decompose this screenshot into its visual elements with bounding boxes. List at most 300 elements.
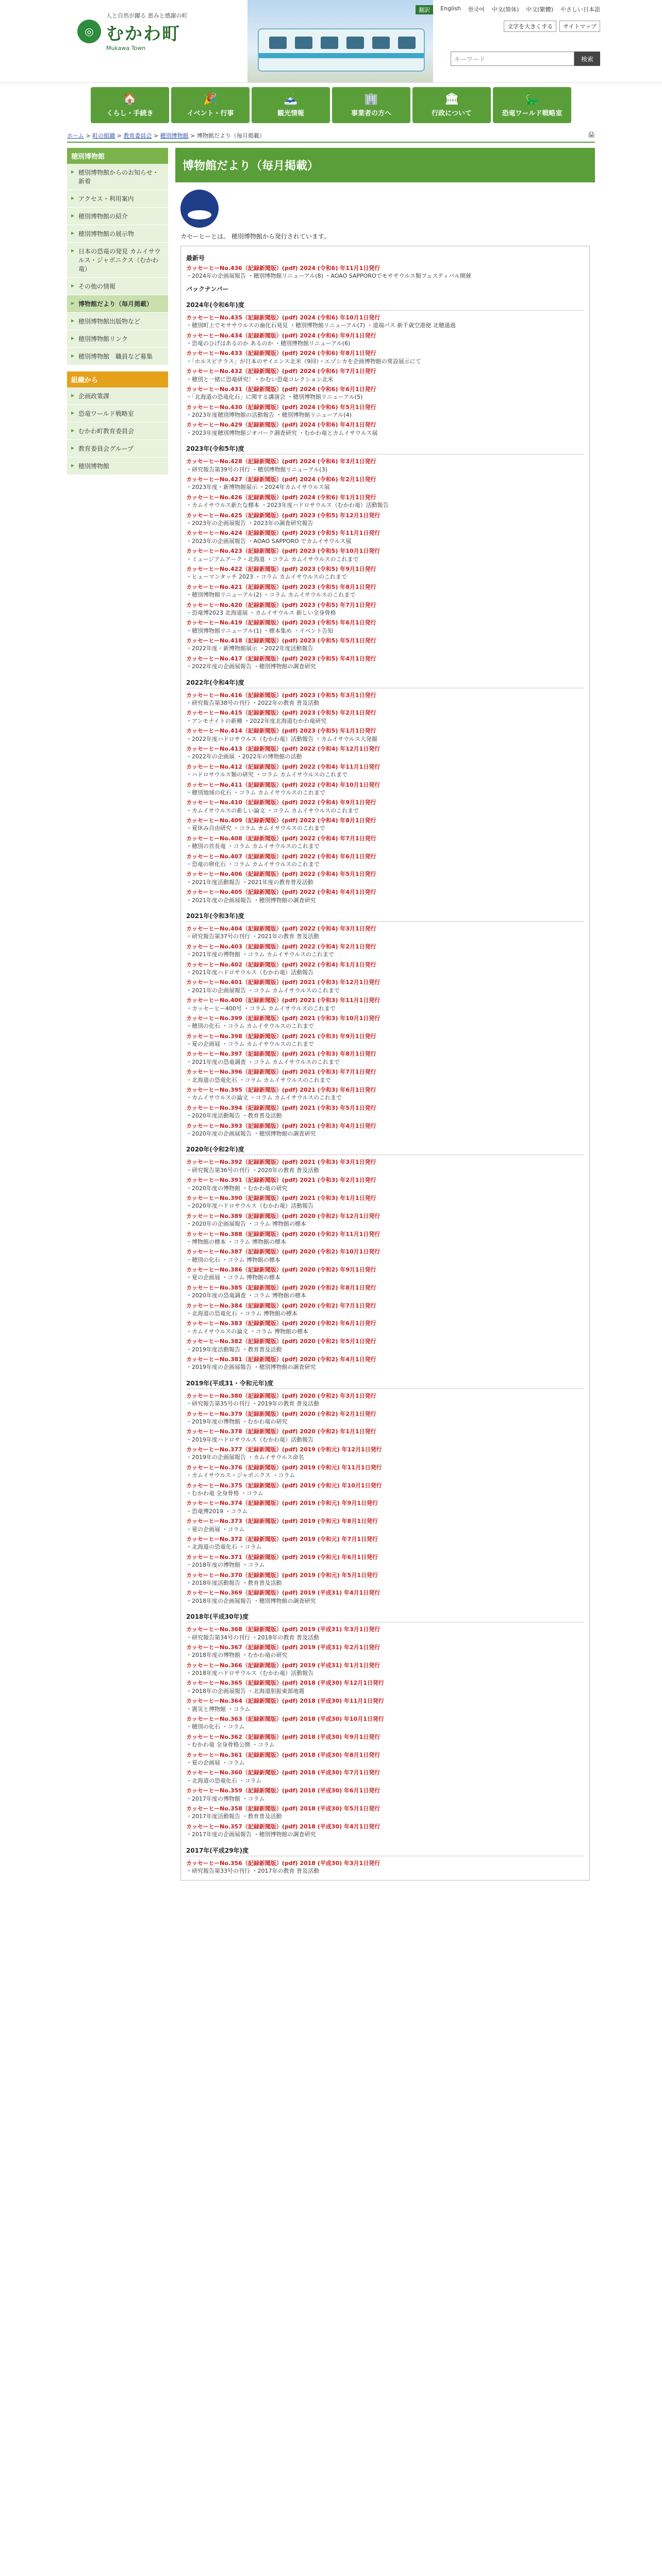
issue-desc: ・2020年度の恐竜調査 ・コラム 博物館の標本 bbox=[186, 1292, 306, 1299]
train-stripe bbox=[259, 53, 424, 58]
list-item bbox=[186, 1859, 584, 1875]
issue-link[interactable]: カッセーヒーNo.387（記録新聞版）(pdf) 2020 (令和2) 年10月1日発行 bbox=[186, 1248, 380, 1256]
issue-desc: ・研究報告第36号の刊行 ・2020年の教育 普及活動 bbox=[186, 1166, 319, 1174]
issue-desc: ・震災と博物館 ・コラム bbox=[186, 1705, 251, 1713]
issue-desc: ・2023年の企画展報告 ・2023年の調査研究報告 bbox=[186, 519, 313, 527]
intro-text: カセーヒーとは。 穂別博物館から発行されています。 bbox=[180, 233, 330, 240]
sidebar-item-links[interactable]: ▸ 穂別博物館リンク bbox=[67, 330, 168, 348]
issue-desc: ・研究報告第39号の刊行 ・穂別博物館リニューアル(3) bbox=[186, 466, 327, 473]
nav-dinosaur-world[interactable] bbox=[493, 87, 571, 123]
train-window bbox=[269, 37, 287, 49]
year-heading: 2024年(令和6年)度 bbox=[186, 300, 584, 311]
breadcrumb-board[interactable]: 教育委員会 bbox=[123, 132, 152, 139]
lang-link-zh-cn[interactable]: 中文(简体) bbox=[491, 6, 519, 13]
event-icon: 🎉 bbox=[203, 93, 218, 106]
list-item bbox=[186, 1319, 584, 1335]
issue-link[interactable]: カッセーヒーNo.416（記録新聞版）(pdf) 2023 (令和5) 年3月1日発行 bbox=[186, 691, 376, 699]
sidebar-heading: 穂別博物館 bbox=[67, 148, 168, 164]
issue-link[interactable]: カッセーヒーNo.434（記録新聞版）(pdf) 2024 (令和6) 年9月1日発行 bbox=[186, 332, 376, 339]
list-item bbox=[186, 1014, 584, 1030]
issue-desc: ・2023年度穂別博物館の活動報告 ・穂別博物館リニューアル(4) bbox=[186, 412, 352, 419]
list-item bbox=[186, 385, 584, 401]
list-item bbox=[186, 1050, 584, 1066]
house-icon: 🏠 bbox=[123, 93, 137, 106]
nav-living[interactable] bbox=[91, 87, 169, 123]
list-item bbox=[186, 1643, 584, 1659]
issue-desc: ・穂別の化石 ・コラム カムイサウルスのこれまで bbox=[186, 1023, 315, 1030]
issue-link[interactable]: カッセーヒーNo.374（記録新聞版）(pdf) 2019 (令和元) 年9月1日発行 bbox=[186, 1500, 378, 1507]
issue-link[interactable]: カッセーヒーNo.422（記録新聞版）(pdf) 2023 (令和5) 年9月1日発行 bbox=[186, 565, 376, 572]
issue-link[interactable]: カッセーヒーNo.433（記録新聞版）(pdf) 2024 (令和6) 年8月1日発行 bbox=[186, 350, 376, 357]
list-item bbox=[186, 888, 584, 904]
train-window bbox=[295, 37, 312, 49]
issue-desc: ・2019年度活動報告 ・教育普及活動 bbox=[186, 1346, 282, 1353]
list-item bbox=[186, 1176, 584, 1192]
issue-link[interactable]: カッセーヒーNo.398（記録新聞版）(pdf) 2021 (令和3) 年9月1日発行 bbox=[186, 1032, 376, 1040]
sidebar-org-museum[interactable]: ▸ 穂別博物館 bbox=[67, 457, 168, 475]
issue-desc: ・2018年の企画展報告 ・北海道胆振東部地震 bbox=[186, 1687, 305, 1694]
list-item bbox=[186, 1625, 584, 1641]
issue-link[interactable]: カッセーヒーNo.432（記録新聞版）(pdf) 2024 (令和6) 年7月1日発行 bbox=[186, 368, 376, 375]
issue-link[interactable]: カッセーヒーNo.359（記録新聞版）(pdf) 2018 (平成30) 年6月1日発行 bbox=[186, 1787, 380, 1794]
sidebar-item-recruit[interactable]: ▸ 穂別博物館 職員など募集 bbox=[67, 348, 168, 365]
site-logo[interactable] bbox=[77, 11, 188, 52]
lang-link-en[interactable]: English bbox=[440, 5, 461, 12]
search-input[interactable]: キーワード bbox=[451, 52, 574, 66]
issue-link[interactable]: カッセーヒーNo.421（記録新聞版）(pdf) 2023 (令和5) 年8月1日発行 bbox=[186, 583, 376, 590]
issue-desc: ・穂別の首長竜 ・コラム カムイサウルスのこれまで bbox=[186, 843, 320, 850]
issue-desc: ・むかわ竜 全身骨格公開 ・コラム bbox=[186, 1741, 275, 1749]
issue-link[interactable]: カッセーヒーNo.426（記録新聞版）(pdf) 2024 (令和6) 年1月1日発行 bbox=[186, 494, 376, 501]
issue-desc: ・2020年度の企画展報告 ・穂別博物館の調査研究 bbox=[186, 1130, 316, 1137]
site-search bbox=[451, 52, 600, 66]
list-item bbox=[186, 1499, 584, 1515]
year-heading: 2021年(令和3年)度 bbox=[186, 911, 584, 922]
list-item bbox=[186, 1787, 584, 1803]
text-size-button[interactable]: 文字を大きくする bbox=[504, 21, 556, 32]
sidebar-org-dinosaur[interactable]: ▸ 恐竜ワールド戦略室 bbox=[67, 405, 168, 422]
year-heading: 2017年(平成29年)度 bbox=[186, 1846, 584, 1856]
issue-link[interactable]: カッセーヒーNo.415（記録新聞版）(pdf) 2023 (令和5) 年2月1日発行 bbox=[186, 709, 376, 717]
issue-link[interactable]: カッセーヒーNo.360（記録新聞版）(pdf) 2018 (平成30) 年7月1日発行 bbox=[186, 1769, 380, 1776]
sidebar-org-education-group[interactable]: ▸ 教育委員会グループ bbox=[67, 440, 168, 457]
issue-desc: ・穂別町上でモササウルスの歯化石発見 ・穂別博物館リニューアル(7) ・道端バス 新千歳空港便 北穂通過 bbox=[186, 322, 456, 329]
issue-link[interactable]: カッセーヒーNo.391（記録新聞版）(pdf) 2021 (令和3) 年2月1日発行 bbox=[186, 1177, 376, 1184]
list-item bbox=[186, 1662, 584, 1677]
nav-tourism[interactable] bbox=[252, 87, 330, 123]
issue-desc: ・2020年の企画展報告 ・コラム 博物館の標本 bbox=[186, 1221, 306, 1228]
issue-desc: ・カムイサウルスの論文 ・コラム 博物館の標本 bbox=[186, 1328, 309, 1335]
list-item bbox=[186, 494, 584, 510]
train-window bbox=[372, 37, 390, 49]
sitemap-link[interactable]: サイトマップ bbox=[559, 21, 600, 32]
issue-link[interactable]: カッセーヒーNo.405（記録新聞版）(pdf) 2022 (令和4) 年4月1日発行 bbox=[186, 889, 376, 896]
issue-link[interactable]: カッセーヒーNo.399（記録新聞版）(pdf) 2021 (令和3) 年10月1日発行 bbox=[186, 1014, 380, 1022]
issue-link[interactable]: カッセーヒーNo.417（記録新聞版）(pdf) 2023 (令和5) 年4月1日発行 bbox=[186, 655, 376, 662]
lang-link-ko[interactable]: 한국어 bbox=[468, 6, 485, 13]
issue-link[interactable]: カッセーヒーNo.430（記録新聞版）(pdf) 2024 (令和6) 年5月1日発行 bbox=[186, 403, 376, 411]
issue-link[interactable]: カッセーヒーNo.365（記録新聞版）(pdf) 2018 (平成30) 年12月1日発行 bbox=[186, 1680, 384, 1687]
issue-link[interactable]: カッセーヒーNo.381（記録新聞版）(pdf) 2020 (令和2) 年4月1日発行 bbox=[186, 1355, 376, 1363]
issue-desc: ・恐竜博2023 北海道展 ・カムイサウルス 新しい全身骨格 bbox=[186, 609, 336, 616]
issue-desc: ・2022年度ハドロサウルス（むかわ竜）活動報告 ・カムイサウルス大発掘 bbox=[186, 735, 377, 742]
year-heading: 2020年(令和2年)度 bbox=[186, 1145, 584, 1155]
issue-link[interactable]: カッセーヒーNo.383（記録新聞版）(pdf) 2020 (令和2) 年6月1日発行 bbox=[186, 1320, 376, 1327]
issue-link[interactable]: カッセーヒーNo.367（記録新聞版）(pdf) 2019 (平成31) 年2月1日発行 bbox=[186, 1643, 380, 1651]
issue-link[interactable]: カッセーヒーNo.397（記録新聞版）(pdf) 2021 (令和3) 年8月1日発行 bbox=[186, 1050, 376, 1058]
issue-desc: ・2021年度活動報告 ・2021年度の教育普及活動 bbox=[186, 878, 313, 886]
issue-link[interactable]: カッセーヒーNo.372（記録新聞版）(pdf) 2019 (令和元) 年7月1日発行 bbox=[186, 1536, 378, 1543]
issue-link[interactable]: カッセーヒーNo.373（記録新聞版）(pdf) 2019 (令和元) 年8月1日発行 bbox=[186, 1518, 378, 1525]
issue-desc: ・ミュージアムアーク・北海道 ・コラム カムイサウルスのこれまで bbox=[186, 555, 359, 563]
issue-link[interactable]: カッセーヒーNo.401（記録新聞版）(pdf) 2021 (令和3) 年12月1日発行 bbox=[186, 979, 380, 986]
issue-link[interactable]: カッセーヒーNo.382（記録新聞版）(pdf) 2020 (令和2) 年5月1日発行 bbox=[186, 1338, 376, 1345]
issue-link[interactable]: カッセーヒーNo.400（記録新聞版）(pdf) 2021 (令和3) 年11月1日発行 bbox=[186, 997, 380, 1004]
issue-link[interactable]: カッセーヒーNo.407（記録新聞版）(pdf) 2022 (令和4) 年6月1日発行 bbox=[186, 853, 376, 860]
issue-link[interactable]: カッセーヒーNo.429（記録新聞版）(pdf) 2024 (令和6) 年4月1日発行 bbox=[186, 421, 376, 429]
issue-desc: ・2022年度の企画展報告 ・穂別博物館の調査研究 bbox=[186, 663, 316, 670]
list-item bbox=[186, 1679, 584, 1695]
page-title: 博物館だより（毎月掲載） bbox=[175, 148, 595, 182]
issue-desc: ・2019年度の博物館 ・むかわ竜の研究 bbox=[186, 1418, 288, 1425]
sidebar-item-access[interactable]: ▸ アクセス・利用案内 bbox=[67, 190, 168, 208]
issue-link[interactable]: カッセーヒーNo.378（記録新聞版）(pdf) 2020 (令和2) 年1月1日発行 bbox=[186, 1428, 376, 1435]
issue-desc: ・カムイサウルス・ジャポニクス ・コラム bbox=[186, 1472, 295, 1479]
sidebar-item-kamuysaurus[interactable]: ▸ 日本の恐竜の発見 カムイサウルス・ジャポニクス（むかわ竜） bbox=[67, 243, 168, 278]
issue-link[interactable]: カッセーヒーNo.356（記録新聞版）(pdf) 2018 (平成30) 年3月1日発行 bbox=[186, 1859, 380, 1867]
breadcrumb-current: 博物館だより（毎月掲載） bbox=[196, 132, 265, 139]
issue-link[interactable]: カッセーヒーNo.404（記録新聞版）(pdf) 2022 (令和4) 年3月1日発行 bbox=[186, 925, 376, 932]
backnumber-heading: バックナンバー bbox=[186, 285, 229, 293]
list-item bbox=[186, 655, 584, 671]
latest-issue bbox=[186, 264, 584, 280]
issue-desc: ・2022年度・新博物館展示 ・2022年度活動報告 bbox=[186, 645, 313, 652]
list-item bbox=[186, 1392, 584, 1408]
issue-link[interactable]: カッセーヒーNo.384（記録新聞版）(pdf) 2020 (令和2) 年7月1日発行 bbox=[186, 1302, 376, 1309]
list-item bbox=[186, 853, 584, 869]
sidebar-item-newsletter[interactable]: ▸ 博物館だより（毎月掲載） bbox=[67, 295, 168, 313]
issue-desc: ・研究報告第35号の刊行 ・2019年の教育 普及活動 bbox=[186, 1400, 319, 1408]
issue-desc: ・穂別の化石 ・コラム bbox=[186, 1723, 245, 1731]
issue-link[interactable]: カッセーヒーNo.395（記録新聞版）(pdf) 2021 (令和3) 年6月1日発行 bbox=[186, 1087, 376, 1094]
list-item bbox=[186, 1284, 584, 1300]
issue-link[interactable]: カッセーヒーNo.418（記録新聞版）(pdf) 2023 (令和5) 年5月1日発行 bbox=[186, 637, 376, 645]
issue-desc: ・北海道の恐竜化石 ・コラム bbox=[186, 1544, 262, 1551]
issue-link[interactable]: カッセーヒーNo.366（記録新聞版）(pdf) 2019 (平成31) 年1月1日発行 bbox=[186, 1662, 380, 1669]
issue-desc: ・2019年の企画展報告 ・カムイサウルス命名 bbox=[186, 1454, 304, 1461]
issue-link[interactable]: カッセーヒーNo.435（記録新聞版）(pdf) 2024 (令和6) 年10月1日発行 bbox=[186, 314, 380, 321]
global-nav bbox=[0, 83, 662, 127]
list-item bbox=[186, 1769, 584, 1785]
utility-row2 bbox=[504, 21, 600, 32]
list-item bbox=[186, 421, 584, 437]
issue-desc: ・研究報告第37号の刊行 ・2021年の教育 普及活動 bbox=[186, 933, 319, 940]
issue-desc: ・2021年度の恐竜調査 ・コラム カムイサウルスのこれまで bbox=[186, 1058, 340, 1065]
list-item bbox=[186, 403, 584, 419]
list-item bbox=[186, 691, 584, 707]
issue-link[interactable]: カッセーヒーNo.431（記録新聞版）(pdf) 2024 (令和6) 年6月1日発行 bbox=[186, 385, 376, 393]
issue-desc: ・アンモナイトの新種 ・2022年度北海道むかわ竜研究 bbox=[186, 717, 327, 724]
issue-desc: ・2017年度の企画展報告 ・穂別博物館の調査研究 bbox=[186, 1831, 316, 1838]
issue-desc: ・穂別博物館リニューアル(1) ・標本集め ・イベント告知 bbox=[186, 627, 334, 634]
list-item bbox=[186, 367, 584, 383]
site-header bbox=[0, 0, 662, 83]
issue-desc: ・2017年度の博物館 ・コラム bbox=[186, 1795, 265, 1802]
sidebar-item-news[interactable]: ▸ 穂別博物館からのお知らせ・新着 bbox=[67, 164, 168, 190]
list-item bbox=[186, 1212, 584, 1228]
list-item bbox=[186, 1337, 584, 1353]
list-item bbox=[186, 1248, 584, 1264]
issue-desc: ・研究報告第33号の刊行 ・2017年の教育 普及活動 bbox=[186, 1867, 319, 1874]
issue-link[interactable]: カッセーヒーNo.393（記録新聞版）(pdf) 2021 (令和3) 年4月1日発行 bbox=[186, 1122, 376, 1129]
issue-desc: ・研究報告第38号の刊行 ・2022年の教育 普及活動 bbox=[186, 700, 319, 707]
list-item bbox=[186, 1104, 584, 1120]
breadcrumb-org[interactable]: 町の組織 bbox=[92, 132, 115, 139]
issue-link[interactable]: カッセーヒーNo.409（記録新聞版）(pdf) 2022 (令和4) 年8月1日発行 bbox=[186, 817, 376, 824]
issue-desc: ・夏休み自由研究 ・コラム カムイサウルスのこれまで bbox=[186, 825, 326, 832]
issue-link[interactable]: カッセーヒーNo.410（記録新聞版）(pdf) 2022 (令和4) 年9月1日発行 bbox=[186, 799, 376, 806]
breadcrumb: ホーム > 町の組織 > 教育委員会 > 穂別博物館 > 博物館だより（毎月掲載） 🖨 bbox=[67, 131, 595, 143]
issue-link[interactable]: カッセーヒーNo.408（記録新聞版）(pdf) 2022 (令和4) 年7月1日発行 bbox=[186, 835, 376, 842]
issue-desc: ・北海道の恐竜化石 ・コラム カムイサウルスのこれまで bbox=[186, 1076, 332, 1083]
list-item bbox=[186, 1086, 584, 1102]
main-content bbox=[175, 148, 595, 1880]
issue-link[interactable]: カッセーヒーNo.386（記録新聞版）(pdf) 2020 (令和2) 年9月1日発行 bbox=[186, 1266, 376, 1274]
nav-label: くらし・手続き bbox=[106, 110, 154, 117]
list-item bbox=[186, 1032, 584, 1048]
list-item bbox=[186, 1751, 584, 1767]
issue-desc: ・ハドロサウルス類の研究 ・コラム カムイサウルスのこれまで bbox=[186, 771, 348, 778]
issue-desc: ・研究報告第34号の刊行 ・2018年の教育 普及活動 bbox=[186, 1634, 319, 1641]
issue-desc: ・北海道の恐竜化石 ・コラム bbox=[186, 1777, 262, 1784]
issue-desc: ・2018年度の企画展報告 ・穂別博物館の調査研究 bbox=[186, 1597, 316, 1604]
utility-links bbox=[416, 5, 600, 14]
issue-link[interactable]: カッセーヒーNo.370（記録新聞版）(pdf) 2019 (令和元) 年5月1日発行 bbox=[186, 1571, 378, 1579]
issue-link[interactable]: カッセーヒーNo.392（記録新聞版）(pdf) 2021 (令和3) 年3月1日発行 bbox=[186, 1159, 376, 1166]
train-window bbox=[346, 37, 364, 49]
issue-desc: ・夏の企画展 ・コラム 博物館の標本 bbox=[186, 1274, 280, 1281]
list-item bbox=[186, 1266, 584, 1282]
sidebar-item-exhibits[interactable]: ▸ 穂別博物館の展示物 bbox=[67, 225, 168, 243]
issue-desc: ・2020年度ハドロサウルス（むかわ竜）活動報告 bbox=[186, 1202, 314, 1210]
list-item bbox=[186, 529, 584, 545]
list-item bbox=[186, 512, 584, 528]
issue-link[interactable]: カッセーヒーNo.403（記録新聞版）(pdf) 2022 (令和4) 年2月1日発行 bbox=[186, 943, 376, 950]
list-item bbox=[186, 1697, 584, 1713]
year-heading: 2018年(平成30年)度 bbox=[186, 1612, 584, 1622]
page-layout bbox=[67, 148, 595, 1880]
issue-desc: ・2021年度ハドロサウルス（むかわ竜）活動報告 bbox=[186, 969, 314, 976]
sidebar-gap bbox=[67, 365, 168, 371]
issue-link[interactable]: カッセーヒーNo.357（記録新聞版）(pdf) 2018 (平成30) 年4月1日発行 bbox=[186, 1823, 380, 1830]
issue-link[interactable]: カッセーヒーNo.412（記録新聞版）(pdf) 2022 (令和4) 年11月1日発行 bbox=[186, 763, 380, 770]
list-item bbox=[186, 1823, 584, 1839]
list-item bbox=[186, 476, 584, 492]
list-item bbox=[186, 799, 584, 815]
nav-events[interactable] bbox=[171, 87, 250, 123]
nav-administration[interactable] bbox=[412, 87, 491, 123]
lang-link-easy-ja[interactable]: やさしい日本語 bbox=[560, 6, 600, 13]
issue-desc: ・むかわ竜 全身骨格 ・コラム bbox=[186, 1490, 263, 1497]
list-item bbox=[186, 1535, 584, 1551]
sidebar-org-education[interactable]: ▸ むかわ町教育委員会 bbox=[67, 422, 168, 440]
nav-label: 恐竜ワールド戦略室 bbox=[502, 110, 562, 117]
translate-label: 翻訳 bbox=[416, 5, 433, 14]
list-item bbox=[186, 1733, 584, 1749]
list-item bbox=[186, 1464, 584, 1480]
issue-link[interactable]: カッセーヒーNo.396（記録新聞版）(pdf) 2021 (令和3) 年7月1日発行 bbox=[186, 1069, 376, 1076]
list-item bbox=[186, 1410, 584, 1426]
issue-link[interactable]: カッセーヒーNo.385（記録新聞版）(pdf) 2020 (令和2) 年8月1日発行 bbox=[186, 1284, 376, 1291]
list-item bbox=[186, 727, 584, 743]
list-item bbox=[186, 1302, 584, 1318]
issue-link[interactable]: カッセーヒーNo.406（記録新聞版）(pdf) 2022 (令和4) 年5月1日発行 bbox=[186, 871, 376, 878]
issue-link[interactable]: カッセーヒーNo.361（記録新聞版）(pdf) 2018 (平成30) 年8月1日発行 bbox=[186, 1751, 380, 1758]
list-item bbox=[186, 314, 584, 330]
issue-link[interactable]: カッセーヒーNo.380（記録新聞版）(pdf) 2020 (令和2) 年3月1日発行 bbox=[186, 1392, 376, 1399]
issue-desc: ・「北海道の恐竜化石」に関する講演会 ・穂別博物館リニューアル(5) bbox=[186, 394, 363, 401]
issue-link[interactable]: カッセーヒーNo.420（記録新聞版）(pdf) 2023 (令和5) 年7月1日発行 bbox=[186, 601, 376, 608]
issue-desc: ・2021年度の博物館 ・コラム カムイサウルスのこれまで bbox=[186, 951, 334, 958]
sidebar-item-publications[interactable]: ▸ 穂別博物館出版物など bbox=[67, 313, 168, 330]
list-item bbox=[186, 961, 584, 977]
site-name: むかわ町 bbox=[106, 24, 180, 44]
list-item bbox=[186, 332, 584, 348]
sidebar bbox=[67, 148, 168, 1880]
year-heading: 2023年(令和5年)度 bbox=[186, 444, 584, 454]
list-item bbox=[186, 978, 584, 994]
issue-link[interactable]: カッセーヒーNo.390（記録新聞版）(pdf) 2021 (令和3) 年1月1日発行 bbox=[186, 1194, 376, 1201]
museum-logo-icon bbox=[180, 190, 219, 228]
list-item bbox=[186, 1482, 584, 1498]
issue-desc: ・穂別の化石 ・コラム 博物館の標本 bbox=[186, 1256, 280, 1263]
issue-link[interactable]: カッセーヒーNo.411（記録新聞版）(pdf) 2022 (令和4) 年10月1日発行 bbox=[186, 781, 380, 788]
issue-desc: ・2020年度の博物館 ・むかわ竜の研究 bbox=[186, 1184, 288, 1192]
issue-desc: ・北海道の恐竜化石 ・コラム 博物館の標本 bbox=[186, 1310, 297, 1317]
list-item bbox=[186, 457, 584, 473]
list-item bbox=[186, 1571, 584, 1587]
issue-link[interactable]: カッセーヒーNo.436（記録新聞版）(pdf) 2024 (令和6) 年11月1日発行 bbox=[186, 265, 380, 272]
issue-link[interactable]: カッセーヒーNo.369（記録新聞版）(pdf) 2019 (平成31) 年4月1日発行 bbox=[186, 1589, 380, 1597]
breadcrumb-home[interactable]: ホーム bbox=[67, 132, 84, 139]
list-item bbox=[186, 943, 584, 959]
sidebar-item-other[interactable]: ▸ その他の情報 bbox=[67, 278, 168, 295]
train-window bbox=[398, 37, 416, 49]
list-item bbox=[186, 1517, 584, 1533]
list-item bbox=[186, 817, 584, 833]
issue-link[interactable]: カッセーヒーNo.425（記録新聞版）(pdf) 2023 (令和5) 年12月1日発行 bbox=[186, 512, 380, 519]
list-item bbox=[186, 601, 584, 617]
issue-link[interactable]: カッセーヒーNo.371（記録新聞版）(pdf) 2019 (令和元) 年6月1日発行 bbox=[186, 1553, 378, 1561]
issue-link[interactable]: カッセーヒーNo.388（記録新聞版）(pdf) 2020 (令和2) 年11月1日発行 bbox=[186, 1230, 380, 1238]
issue-link[interactable]: カッセーヒーNo.423（記録新聞版）(pdf) 2023 (令和5) 年10月1日発行 bbox=[186, 548, 380, 555]
issue-link[interactable]: カッセーヒーNo.394（記録新聞版）(pdf) 2021 (令和3) 年5月1日発行 bbox=[186, 1104, 376, 1111]
issue-link[interactable]: カッセーヒーNo.379（記録新聞版）(pdf) 2020 (令和2) 年2月1日発行 bbox=[186, 1410, 376, 1417]
year-heading: 2019年(平成31・令和元年)度 bbox=[186, 1379, 584, 1389]
issue-desc: ・2018年度ハドロサウルス（むかわ竜）活動報告 bbox=[186, 1670, 314, 1677]
issue-desc: ・2019年度の企画展報告 ・穂別博物館の調査研究 bbox=[186, 1364, 316, 1371]
lang-link-zh-tw[interactable]: 中文(繁體) bbox=[526, 6, 553, 13]
issue-desc: ・夏の企画展 ・コラム カムイサウルスのこれまで bbox=[186, 1041, 315, 1048]
breadcrumb-museum[interactable]: 穂別博物館 bbox=[160, 132, 189, 139]
issue-desc: ・カムイサウルスの論文 ・コラム カムイサウルスのこれまで bbox=[186, 1094, 342, 1101]
list-item bbox=[186, 1230, 584, 1246]
issue-desc: ・穂別と一緒に恐竜研究！・かむい恐竜コレクション北米 bbox=[186, 376, 334, 383]
list-item bbox=[186, 1553, 584, 1569]
issue-link[interactable]: カッセーヒーNo.413（記録新聞版）(pdf) 2022 (令和4) 年12月1日発行 bbox=[186, 745, 380, 752]
dinosaur-icon: 🦕 bbox=[525, 93, 539, 106]
issue-link[interactable]: カッセーヒーNo.358（記録新聞版）(pdf) 2018 (平成30) 年5月1日発行 bbox=[186, 1805, 380, 1812]
year-heading: 2022年(令和4年)度 bbox=[186, 678, 584, 688]
issue-desc: ・カムイサウルスの新しい論文 ・コラム カムイサウルスのこれまで bbox=[186, 807, 359, 814]
list-item bbox=[186, 763, 584, 779]
government-icon: 🏛 bbox=[444, 93, 459, 106]
list-item bbox=[186, 996, 584, 1012]
sidebar-org-planning[interactable]: ▸ 企画政策課 bbox=[67, 387, 168, 405]
list-item bbox=[186, 349, 584, 365]
site-name-en: Mukawa Town bbox=[106, 45, 146, 52]
issue-link[interactable]: カッセーヒーNo.427（記録新聞版）(pdf) 2024 (令和6) 年2月1日発行 bbox=[186, 476, 376, 483]
issue-desc: ・2023年度穂別博物館ジオパーク調査研究 ・むかわ竜とカムイサウルス展 bbox=[186, 429, 378, 436]
nav-label: 観光情報 bbox=[277, 110, 304, 117]
issue-link[interactable]: カッセーヒーNo.363（記録新聞版）(pdf) 2018 (平成30) 年10月1日発行 bbox=[186, 1716, 384, 1723]
list-item bbox=[186, 745, 584, 761]
header-train-image bbox=[247, 0, 433, 82]
issue-desc: ・夏の企画展 ・コラム bbox=[186, 1759, 245, 1766]
nav-business[interactable] bbox=[332, 87, 410, 123]
issue-desc: ・2018年度の博物館 ・むかわ竜の研究 bbox=[186, 1652, 288, 1659]
issue-link[interactable]: カッセーヒーNo.362（記録新聞版）(pdf) 2018 (平成30) 年9月1日発行 bbox=[186, 1733, 380, 1740]
search-button[interactable]: 検索 bbox=[574, 52, 600, 66]
issue-desc: ・2021年度の企画展報告 ・穂別博物館の調査研究 bbox=[186, 896, 316, 904]
issue-desc: ・カッセーヒー400号 ・コラム カムイサウルスのこれまで bbox=[186, 1005, 336, 1012]
list-item bbox=[186, 565, 584, 581]
issue-link[interactable]: カッセーヒーNo.377（記録新聞版）(pdf) 2019 (令和元) 年12月1日発行 bbox=[186, 1446, 382, 1453]
issue-desc: ・2021年の企画展報告 ・コラム カムイサウルスのこれまで bbox=[186, 987, 340, 994]
list-item bbox=[186, 1715, 584, 1731]
building-icon: 🏢 bbox=[364, 93, 378, 106]
list-item bbox=[186, 1589, 584, 1605]
issue-desc: ・2020年度活動報告 ・教育普及活動 bbox=[186, 1112, 282, 1120]
list-item bbox=[186, 619, 584, 635]
issue-link[interactable]: カッセーヒーNo.424（記録新聞版）(pdf) 2023 (令和5) 年11月1日発行 bbox=[186, 530, 380, 537]
list-item bbox=[186, 583, 584, 599]
issue-link[interactable]: カッセーヒーNo.428（記録新聞版）(pdf) 2024 (令和6) 年3月1日発行 bbox=[186, 458, 376, 465]
issue-link[interactable]: カッセーヒーNo.375（記録新聞版）(pdf) 2019 (令和元) 年10月1日発行 bbox=[186, 1482, 382, 1489]
sidebar-item-intro[interactable]: ▸ 穂別博物館の紹介 bbox=[67, 208, 168, 225]
issue-desc: ・2023年度・新博物館展示 ・2024年カムイサウルス展 bbox=[186, 484, 330, 491]
list-item bbox=[186, 1194, 584, 1210]
backnumber-years bbox=[186, 300, 584, 1875]
nav-label: イベント・行事 bbox=[187, 110, 234, 117]
issue-link[interactable]: カッセーヒーNo.402（記録新聞版）(pdf) 2022 (令和4) 年1月1日発行 bbox=[186, 961, 376, 968]
issue-link[interactable]: カッセーヒーNo.419（記録新聞版）(pdf) 2023 (令和5) 年6月1日発行 bbox=[186, 619, 376, 626]
list-item bbox=[186, 1446, 584, 1462]
issue-link[interactable]: カッセーヒーNo.368（記録新聞版）(pdf) 2019 (平成31) 年3月1日発行 bbox=[186, 1626, 380, 1633]
list-item bbox=[186, 709, 584, 725]
issue-link[interactable]: カッセーヒーNo.364（記録新聞版）(pdf) 2018 (平成30) 年11月1日発行 bbox=[186, 1698, 384, 1705]
issue-link[interactable]: カッセーヒーNo.414（記録新聞版）(pdf) 2023 (令和5) 年1月1日発行 bbox=[186, 727, 376, 735]
issue-desc: ・2019年度ハドロサウルス（むかわ竜）活動報告 bbox=[186, 1436, 314, 1443]
issue-link[interactable]: カッセーヒーNo.389（記録新聞版）(pdf) 2020 (令和2) 年12月1日発行 bbox=[186, 1212, 380, 1219]
issue-desc: ・穂別地域の化石 ・コラム カムイサウルスのこれまで bbox=[186, 789, 326, 796]
issue-desc: ・2022年の企画展 ・2022年の博物館の活動 bbox=[186, 753, 302, 760]
issue-desc: ・ヒューマンタッチ 2023 ・コラム カムイサウルスのこれまで bbox=[186, 573, 347, 581]
issue-link[interactable]: カッセーヒーNo.376（記録新聞版）(pdf) 2019 (令和元) 年11月1日発行 bbox=[186, 1464, 382, 1471]
print-icon[interactable]: 🖨 bbox=[588, 131, 595, 138]
list-item bbox=[186, 1068, 584, 1084]
list-item bbox=[186, 637, 584, 653]
